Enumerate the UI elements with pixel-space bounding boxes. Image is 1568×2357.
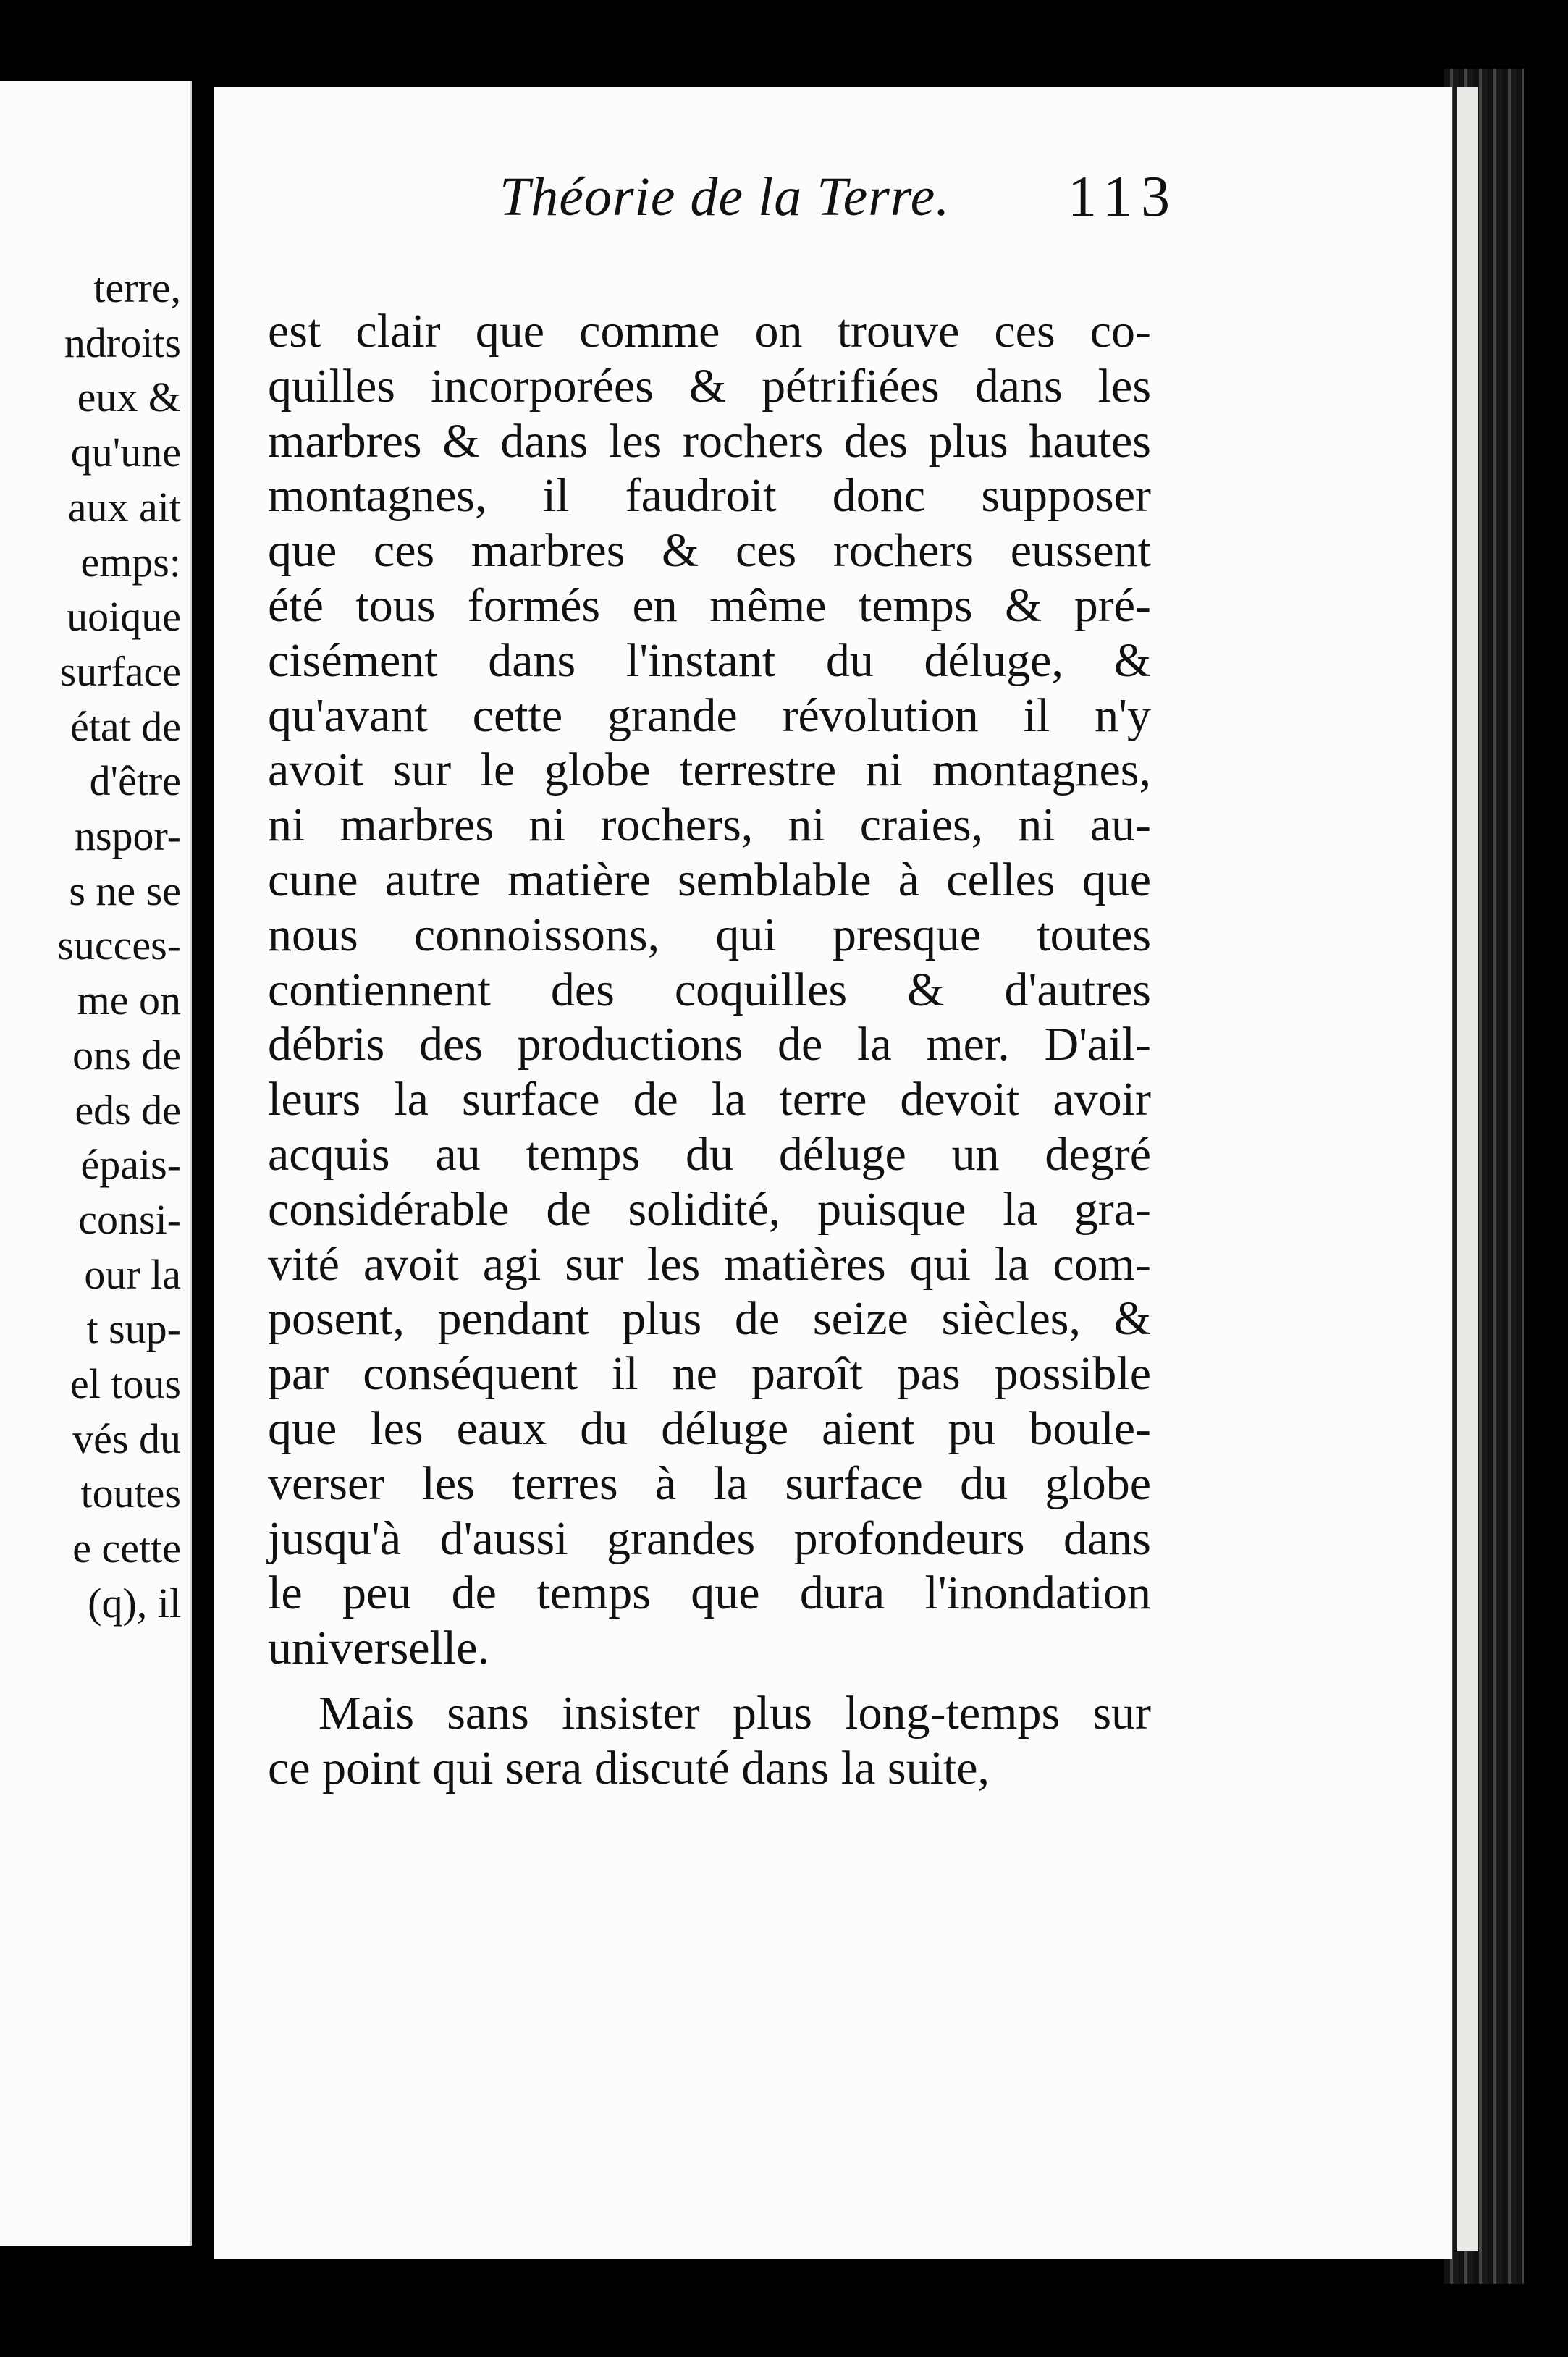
left-page-line: e cette	[72, 1525, 181, 1572]
body-line: contiennent des coquilles & d'autres	[268, 963, 1151, 1016]
body-line: nous connoissons, qui presque toutes	[268, 908, 1151, 961]
left-page-line: terre,	[93, 264, 181, 311]
left-page-line: eux &	[77, 374, 181, 421]
body-line: est clair que comme on trouve ces co-	[268, 305, 1151, 358]
left-page-line: d'être	[89, 757, 181, 805]
left-page-line: aux ait	[67, 483, 181, 531]
body-line: jusqu'à d'aussi grandes profondeurs dans	[268, 1511, 1151, 1565]
left-page-line: surface	[59, 647, 181, 695]
left-page-line: s ne se	[69, 867, 181, 914]
left-page-line: me on	[77, 977, 181, 1024]
body-line: universelle.	[268, 1622, 490, 1675]
left-page-line: qu'une	[70, 429, 181, 476]
left-page-line: consi-	[78, 1195, 181, 1243]
body-line: cune autre matière semblable à celles que	[268, 853, 1151, 906]
page-number: 113	[1068, 165, 1179, 229]
left-page-line: nspor-	[74, 812, 181, 859]
left-page-line: our la	[84, 1250, 181, 1298]
left-page	[0, 81, 192, 2246]
left-page-line: épais-	[80, 1141, 181, 1189]
body-line: verser les terres à la surface du globe	[268, 1456, 1151, 1510]
body-text	[268, 304, 1151, 1796]
page-edge-strip	[1457, 87, 1478, 2251]
left-page-line: t sup-	[86, 1305, 181, 1353]
body-line: leurs la surface de la terre devoit avoir	[268, 1073, 1151, 1126]
body-line: par conséquent il ne paroît pas possible	[268, 1347, 1151, 1401]
body-line: quilles incorporées & pétrifiées dans les	[268, 359, 1151, 413]
body-line: qu'avant cette grande révolution il n'y	[268, 688, 1151, 742]
left-page-line: el tous	[69, 1360, 181, 1407]
left-page-line: eds de	[75, 1086, 181, 1134]
left-page-line: vés du	[72, 1414, 181, 1462]
left-page-line: état de	[70, 702, 181, 750]
left-page-line: emps:	[80, 538, 181, 586]
running-head-title: Théorie de la Terre.	[500, 166, 951, 227]
body-line: débris des productions de la mer. D'ail-	[268, 1018, 1151, 1071]
body-line: cisément dans l'instant du déluge, &	[268, 633, 1151, 687]
left-page-line: uoique	[67, 593, 181, 641]
running-head	[275, 161, 1187, 240]
body-line: le peu de temps que dura l'inondation	[268, 1567, 1151, 1620]
body-line: que les eaux du déluge aient pu boule-	[268, 1401, 1151, 1455]
left-page-line: (q), il	[88, 1579, 181, 1627]
left-page-line: ndroits	[64, 319, 181, 366]
body-line: ni marbres ni rochers, ni craies, ni au-	[268, 798, 1151, 852]
body-line: marbres & dans les rochers des plus hautes	[268, 414, 1151, 468]
body-line: été tous formés en même temps & pré-	[268, 578, 1151, 632]
left-page-line: succes-	[57, 922, 181, 969]
body-line: avoit sur le globe terrestre ni montagnes,	[268, 743, 1151, 797]
left-page-line: ons de	[72, 1031, 181, 1079]
body-line: vité avoit agi sur les matières qui la com-	[268, 1237, 1151, 1291]
body-line: Mais sans insister plus long-temps sur	[319, 1686, 1151, 1740]
body-line: posent, pendant plus de seize siècles, &	[268, 1292, 1151, 1346]
body-line: que ces marbres & ces rochers eussent	[268, 524, 1151, 578]
body-line: montagnes, il faudroit donc supposer	[268, 469, 1151, 523]
body-line: ce point qui sera discuté dans la suite,	[268, 1741, 990, 1795]
body-line: acquis au temps du déluge un degré	[268, 1127, 1151, 1181]
left-page-line: toutes	[80, 1470, 181, 1517]
body-line: considérable de solidité, puisque la gra-	[268, 1182, 1151, 1236]
